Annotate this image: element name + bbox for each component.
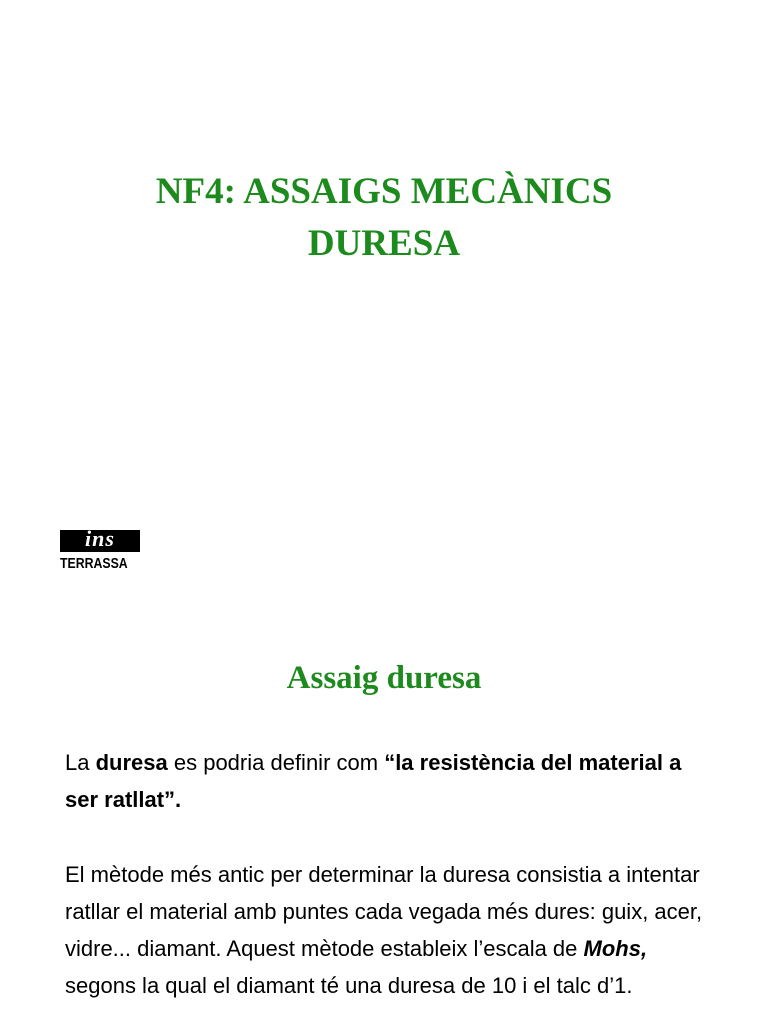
ins-terrassa-logo <box>60 526 140 573</box>
paragraph2-mohs-term: Mohs, <box>583 936 648 961</box>
logo-school-name: TERRASSA <box>60 555 128 572</box>
document-title <box>0 166 768 270</box>
paragraph1-text-1: La <box>65 750 96 775</box>
paragraph-definition <box>65 744 715 818</box>
paragraph2-text-2: segons la qual el diamant té una duresa de 10 i el talc d’1. <box>65 973 633 998</box>
logo-ins-text: ins <box>85 526 115 551</box>
paragraph2-text-1: El mètode més antic per determinar la duresa consistia a intentar ratllar el material amb puntes cada vegada més dures: guix, acer, vidre... diamant. Aquest mètode estableix l’escala de <box>65 862 703 961</box>
title-line-1: NF4: ASSAIGS MECÀNICS <box>155 171 613 212</box>
section-heading: Assaig duresa <box>286 660 482 696</box>
paragraph1-bold-definition: “la resistència del material a ser ratllat”. <box>65 750 682 812</box>
title-line-2: DURESA <box>307 223 461 264</box>
paragraph1-text-2: es podria definir com <box>167 750 385 775</box>
logo-black-box <box>60 526 140 552</box>
paragraph1-bold-term: duresa <box>95 750 168 775</box>
paragraph-mohs-method <box>65 856 715 1004</box>
